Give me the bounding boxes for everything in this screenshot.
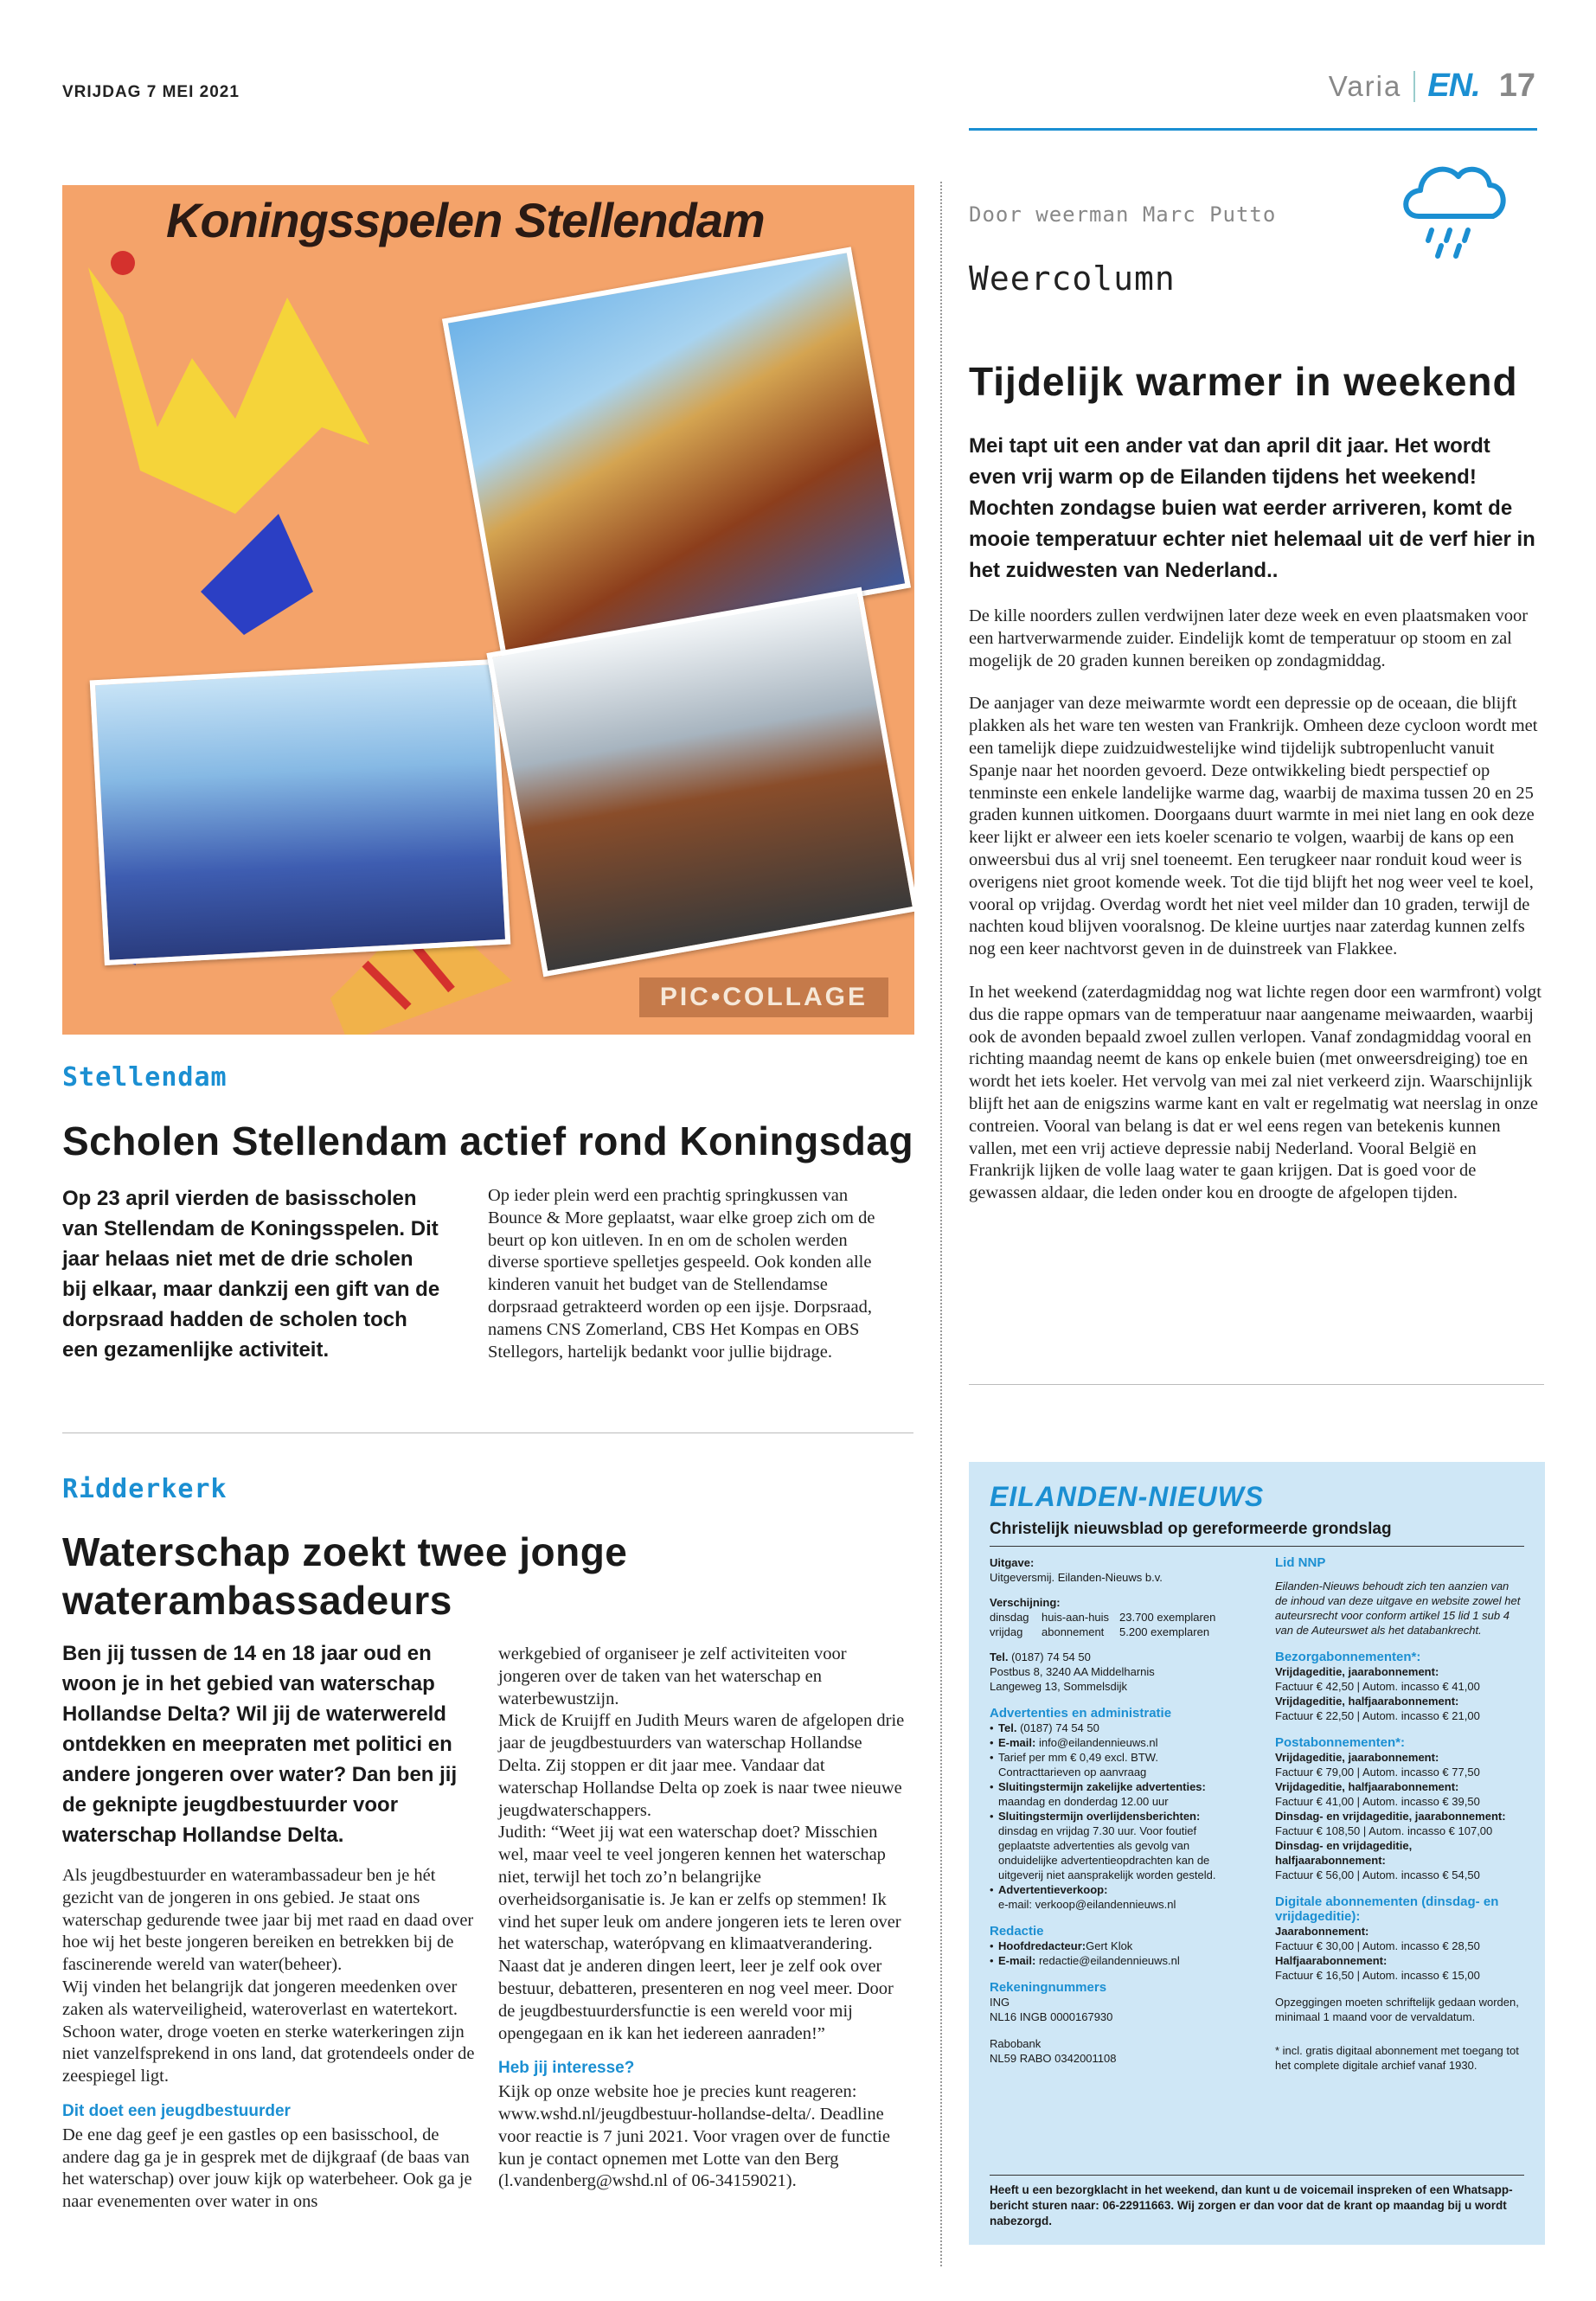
weather-body (969, 606, 1544, 1226)
colophon-heading: Redactie (990, 1924, 1044, 1939)
colophon-heading: Advertenties en administratie (990, 1706, 1172, 1721)
colophon-left-column (990, 1555, 1249, 2073)
ridderkerk-headline: Waterschap zoekt twee jonge waterambassadeurs (62, 1529, 628, 1623)
colophon-heading: Postabonnementen*: (1275, 1735, 1406, 1750)
bank-name: Rabobank (990, 2037, 1042, 2050)
page-date: VRIJDAG 7 MEI 2021 (62, 83, 240, 101)
photo-class-group (486, 587, 914, 977)
ridderkerk-paragraph: De ene dag geef je een gastles op een basisschool, de andere dag ga je in gesprek met de dijkgraaf (de baas van het waterschap) over jouw kijk op waterbeheer. Ook ga je naar evenementen over water in ons (62, 2125, 472, 2212)
rain-cloud-icon (1393, 147, 1514, 268)
address: Langeweg 13, Sommelsdijk (990, 1680, 1127, 1693)
stellendam-body: Op ieder plein werd een prachtig springkussen van Bounce & More geplaatst, waar elke groep zich om de beurt op kon uitleven. In en om de scholen werden diverse sportieve spelletjes gespeeld. Ook konden alle kinderen vanuit het budget van de Stellendamse dorpsraad getrakteerd worden op een ijsje. Dorpsraad, namens CNS Zomerland, CBS Het Kompas en OBS Stellegors, hartelijk bedankt voor jullie bijdrage. (488, 1186, 875, 1362)
weather-byline: Door weerman Marc Putto (969, 202, 1277, 227)
colophon-heading: Bezorgabonnementen*: (1275, 1650, 1421, 1664)
bank-account: NL16 INGB 0000167930 (990, 2010, 1113, 2023)
crown-ball (111, 251, 135, 275)
weather-lead: Mei tapt uit een ander vat dan april dit jaar. Het wordt even vrij warm op de Eilanden tijdens het weekend! Mochten zondagse buien wat eerder arriveren, komt de mooie temperatuur echter niet helemaal uit de verf hier in het zuidwesten van Nederland.. (969, 434, 1535, 582)
ridderkerk-body-col1 (62, 1865, 478, 2214)
collage-watermark: PIC•COLLAGE (639, 977, 888, 1017)
header-rule (969, 128, 1537, 131)
page-header-right (1329, 67, 1535, 105)
footnote: * incl. gratis digitaal abonnement met toegang tot het complete digitale archief vanaf 1930. (1275, 2044, 1519, 2072)
crown-shape (88, 267, 369, 514)
ridderkerk-body-col2 (498, 1644, 905, 2193)
copyright-note: Eilanden-Nieuws behoudt zich ten aanzien van de inhoud van deze uitgave en website zowel het auteursrecht voor conform artikel 15 lid 1 sub 4 van de Auteurswet als het databankrecht. (1275, 1580, 1521, 1637)
ridderkerk-paragraph: werkgebied of organiseer je zelf activiteiten voor jongeren over de taken van het waterschap en waterbewustzijn. (498, 1644, 847, 1708)
ridderkerk-lead: Ben jij tussen de 14 en 18 jaar oud en woon je in het gebied van waterschap Hollandse Delta? Wil jij de waterwereld ontdekken en meepraten met politici en andere jongeren over water? Dan ben jij de geknipte jeugdbestuurder voor waterschap Hollandse Delta. (62, 1642, 458, 1847)
weather-paragraph: De kille noorders zullen verdwijnen later deze week en even plaatsmaken voor een hartverwarmende zuider. Eindelijk komt de temperatuur op stoom en zal mogelijk de 20 graden kunnen bereiken op zondagmiddag. (969, 606, 1529, 670)
colophon-logo: EILANDEN-NIEUWS (990, 1481, 1265, 1512)
colophon-rule (990, 1546, 1524, 1547)
bank-name: ING (990, 1996, 1010, 2009)
section-name: Varia (1328, 69, 1402, 102)
stellendam-headline: Scholen Stellendam actief rond Koningsdag (62, 1118, 914, 1163)
ridderkerk-subhead: Heb jij interesse? (498, 2059, 635, 2078)
address: Postbus 8, 3240 AA Middelharnis (990, 1665, 1155, 1678)
koningsspelen-collage-image (62, 185, 914, 1035)
ridderkerk-paragraph: Kijk op onze website hoe je precies kunt reageren: www.wshd.nl/jeugdbestuur-hollandse-delta/. Deadline voor reactie is 7 juni 2021. Voor vragen over de functie kun je contact opnemen met Lotte van den Berg (l.vandenberg@wshd.nl of 06-34159021). (498, 2082, 890, 2191)
label: Verschijning: (990, 1596, 1061, 1609)
column-divider (940, 182, 942, 2266)
colophon-right-column: Lid NNP Eilanden-Nieuws behoudt zich ten aanzien van de inhoud van deze uitgave en website zowel het auteursrecht voor conform artikel 15 lid 1 sub 4 van de Auteurswet als het databankrecht. Bezorgabonnementen*: Vrijdageditie, jaarabonnement: Factuur € 42,50 | Autom. incasso € 41,00 Vrijdageditie, halfjaarabonnement: Factuur € 22,50 | Autom. incasso € 21,00 Postabonnementen*: Vrijdageditie, jaarabonnement: Factuur € 79,00 | Autom. incasso € 77,50 Vrijdageditie, halfjaarabonnement: Factuur € 41,00 | Autom. incasso € 39,50 Dinsdag- en vrijdageditie, jaarabonnement: Factuur € 108,50 | Autom. incasso € 107,00 Dinsdag- en vrijdageditie, halfjaarabonnement: Factuur € 56,00 | Autom. incasso € 54,50 Digitale abonnementen (dinsdag- en vrijdageditie): Jaarabonnement: Factuur € 30,00 | Autom. incasso € 28,50 Halfjaarabonnement: Factuur € 16,50 | Autom. incasso € 15,00 Opzeggingen moeten schriftelijk gedaan worden, minimaal 1 maand voor de vervaldatum. * incl. gratis digitaal abonnement met toegang tot het complete digitale archief vanaf 1930. (1275, 1555, 1521, 2072)
verschijning-row: vrijdag abonnement 5.200 exemplaren (990, 1625, 1210, 1638)
ridderkerk-kicker: Ridderkerk (62, 1474, 228, 1504)
value: Uitgeversmij. Eilanden-Nieuws b.v. (990, 1571, 1163, 1584)
ridderkerk-paragraph: Als jeugdbestuurder en waterambassadeur ben je hét gezicht van de jongeren in ons gebied. Je staat ons waterschap gedurende twee jaar bij met raad en daad over hoe wij het beste jongeren bereiken en betrekken bij de fascinerende wereld van water(beheer). (62, 1866, 474, 1975)
colophon-box (969, 1462, 1545, 2245)
bank-account: NL59 RABO 0342001108 (990, 2052, 1117, 2065)
ridderkerk-paragraph: Mick de Kruijff en Judith Meurs waren de afgelopen drie jaar de jeugdbestuurders van waterschap Hollandse Delta. Zij stoppen er dit jaar mee. Vandaar dat waterschap Hollandse Delta op zoek is naar twee nieuwe jeugdwaterschappers. (498, 1711, 905, 1820)
weather-column-name: Weercolumn (969, 260, 1176, 298)
editorial-list: • Hoofdredacteur:Gert Klok • E-mail: redactie@eilandennieuws.nl (990, 1939, 1249, 1968)
verschijning-row: dinsdag huis-aan-huis 23.700 exemplaren (990, 1611, 1216, 1624)
colophon-heading: Rekeningnummers (990, 1980, 1107, 1995)
colophon-heading: Lid NNP (1275, 1555, 1326, 1570)
weather-paragraph: In het weekend (zaterdagmiddag nog wat lichte regen door een warmfront) volgt dus die rappe opmars van de temperatuur naar aangename meiwaarden, waarbij ook de avonden bepaald zwoel zullen verlopen. Vanaf zondagmiddag vooral en richting maandag neemt de kans op enkele buien (met onweersdreiging) toe en wordt het iets koeler. Het vervolg van mei zal niet verkeerd zijn. Waarschijnlijk blijft het aan de enigszins warme kant en valt er regelmatig wat neerslag in onze contreien. Vooral van belang is dat er wel eens regen van betekenis kunnen vallen, met een vrij actieve depressie nabij Nederland. Vooral België en Frankrijk lijken de volle laag water te gaan krijgen. Dat is goed voor de gewassen aldaar, die leden onder kou en droogte de afgelopen tijden. (969, 982, 1542, 1203)
tel-line: Tel. (0187) 74 54 50 (990, 1650, 1091, 1663)
colophon-tagline: Christelijk nieuwsblad op gereformeerde grondslag (990, 1520, 1392, 1538)
ridderkerk-subhead: Dit doet een jeugdbestuurder (62, 2101, 291, 2120)
photo-children-bouncing (90, 659, 511, 965)
label: Uitgave: (990, 1556, 1035, 1569)
newspaper-logo: EN. (1427, 67, 1480, 104)
stellendam-kicker: Stellendam (62, 1062, 228, 1093)
colophon-heading: Digitale abonnementen (dinsdag- en vrijdageditie): (1275, 1894, 1499, 1924)
crown-jewel (201, 514, 313, 635)
weather-paragraph: De aanjager van deze meiwarmte wordt een depressie op de oceaan, die blijft plakken als het ware ten westen van Frankrijk. Omheen deze cycloon wordt met een tamelijk diepe zuidzuidwestelijke wind tijdelijk subtropenlucht vanuit Spanje naar het noorden gevoerd. Deze ontwikkeling biedt perspectief op tenminste een enkele landelijke warme dag, waarbij de maxima tussen 20 en 25 graden kunnen uitkomen. Doorgaans duurt warmte in mei niet lang en ook deze keer lijkt er alweer een iets koeler scenario te volgen, waarbij de kans op een onweersbui dus al vrij snel toeneemt. Een terugkeer naar ronduit koud weer is overigens niet groot komende week. Tot die tijd blijft het nog weer veel te koel, vooral op vrijdag. Overdag wordt het niet veel milder dan 10 graden, terwijl de nachten koud blijven vooralsnog. De kleine uurtjes naar zaterdag kunnen zelfs nog een keer nachtvorst geven in de duinstreek van Flakkee. (969, 694, 1538, 959)
ridderkerk-paragraph: Judith: “Weet jij wat een waterschap doet? Misschien wel, maar veel te veel jongeren kennen het waterschap niet, terwijl het toch zo’n belangrijke overheidsorganisatie is. Je kan er zelfs op stemmen! Ik vind het super leuk om andere jongeren iets te leren over het waterschap, waterópvang en klimaatverandering. Naast dat je anderen dingen leert, leer je zelf ook over bestuur, debatteren, presenteren en nog veel meer. Door de jeugdbestuurdersfunctie is een wereld voor mij opengegaan en ik kan het iedereen aanraden!” (498, 1823, 901, 2043)
weather-headline: Tijdelijk warmer in weekend (969, 359, 1518, 404)
advertising-list: • Tel. (0187) 74 54 50 • E-mail: info@eilandennieuws.nl • Tarief per mm € 0,49 excl. BTW. Contracttarieven op aanvraag • Sluitingstermijn zakelijke advertenties: maandag en donderdag 12.00 uur • Sluitingstermijn overlijdensberichten: dinsdag en vrijdag 7.30 uur. Voor foutief geplaatste advertenties als gevolg van onduidelijke advertentieopdrachten kan de uitgeverij niet aansprakelijk worden gesteld. • Advertentieverkoop: e-mail: verkoop@eilandennieuws.nl (990, 1721, 1249, 1912)
page-number: 17 (1498, 67, 1535, 104)
stellendam-lead: Op 23 april vierden de basisscholen van Stellendam de Koningsspelen. Dit jaar helaas niet met de drie scholen bij elkaar, maar dankzij een gift van de dorpsraad hadden de scholen toch een gezamenlijke activiteit. (62, 1187, 440, 1362)
cancellation-note: Opzeggingen moeten schriftelijk gedaan worden, minimaal 1 maand voor de vervaldatum. (1275, 1996, 1519, 2023)
collage-title: Koningsspelen Stellendam (166, 193, 765, 247)
ridderkerk-paragraph: Wij vinden het belangrijk dat jongeren meedenken over zaken als waterveiligheid, wateroverlast en watertekort. Schoon water, droge voeten en sterke waterkeringen zijn niet vanzelfsprekend in ons land, dat grotendeels onder de zeespiegel ligt. (62, 1977, 475, 2086)
weather-end-rule (969, 1384, 1544, 1385)
colophon-footer: Heeft u een bezorgklacht in het weekend, dan kunt u de voicemail inspreken of een Whatsapp-bericht sturen naar: 06-22911663. Wij zorgen er dan voor dat de krant op maandag bij u wordt nabezorgd. (990, 2175, 1524, 2229)
header-separator (1413, 71, 1415, 102)
